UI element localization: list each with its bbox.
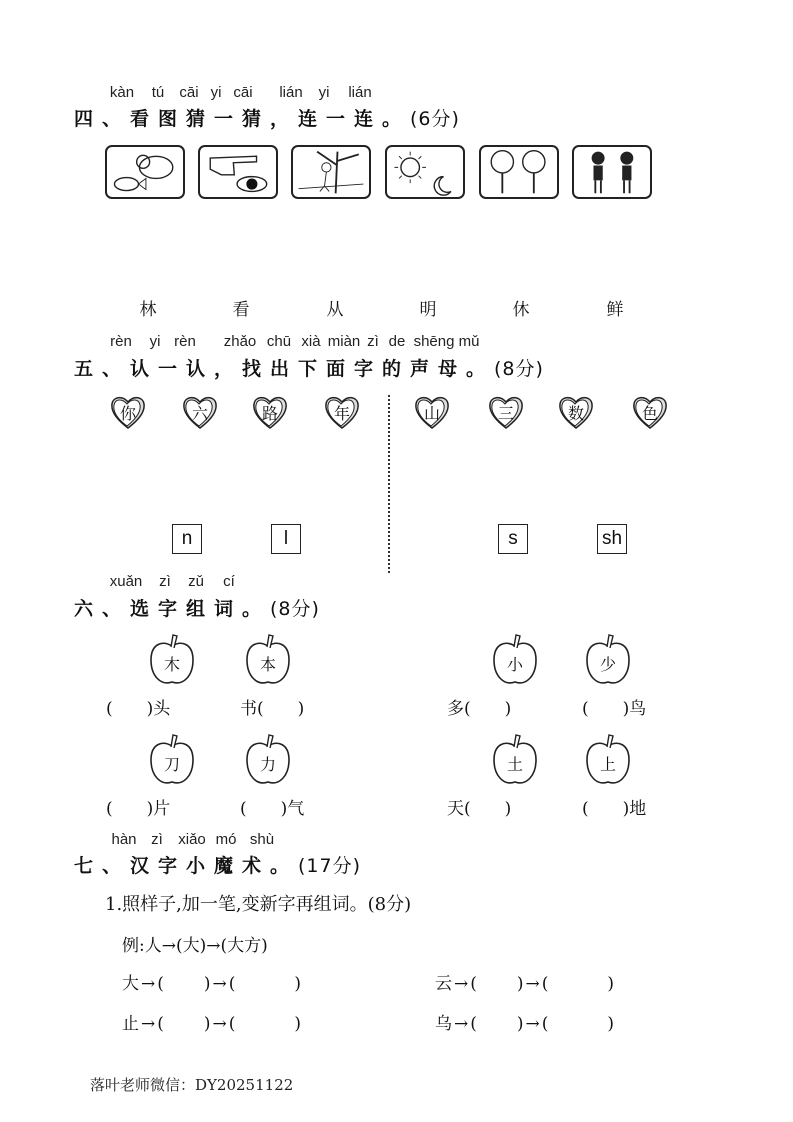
heart-label: 路 [261, 404, 278, 423]
pinyin: de [388, 333, 406, 350]
pinyin: shēng [413, 333, 455, 350]
section-5-title: 五、认一认，找出下面字的声母。(8分) [74, 358, 544, 380]
initial-box: s [498, 524, 528, 554]
pinyin: xià [301, 333, 321, 350]
pinyin: lián [279, 84, 303, 101]
pinyin: mó [215, 831, 237, 848]
fill-blank[interactable]: ( )鸟 [582, 699, 647, 719]
pinyin: yi [149, 333, 161, 350]
section-7-title: 七、汉字小魔术。(17分) [74, 855, 362, 877]
heart-char [412, 393, 452, 431]
fill-blank[interactable]: ( )气 [240, 799, 305, 819]
pinyin: zhǎo [223, 333, 257, 350]
fill-blank[interactable]: 天( ) [447, 799, 512, 819]
footer-contact: 落叶老师微信：DY20251122 [90, 1076, 294, 1094]
match-char: 从 [326, 300, 344, 320]
pinyin: zì [159, 573, 171, 590]
pinyin: cāi [179, 84, 199, 101]
apple-char [583, 732, 633, 788]
heart-label: 数 [567, 404, 584, 423]
apple-label: 小 [506, 655, 523, 674]
apple-char [490, 632, 540, 688]
pinyin: zǔ [188, 573, 204, 590]
apple-label: 少 [599, 655, 616, 674]
pinyin: miàn [327, 333, 361, 350]
heart-char [486, 393, 526, 431]
match-char: 鲜 [606, 300, 624, 320]
section-6-title: 六、选字组词。(8分) [74, 598, 320, 620]
section-4-title: 四、看图猜一猜，连一连。(6分) [74, 108, 460, 130]
apple-label: 本 [259, 655, 276, 674]
pinyin: mǔ [458, 333, 480, 350]
hand-eye-icon [198, 145, 278, 199]
pinyin: zì [151, 831, 163, 848]
pinyin: chū [266, 333, 292, 350]
apple-label: 刀 [163, 755, 180, 774]
fill-row[interactable]: 乌→( )→( ) [435, 1014, 617, 1034]
trees-icon [479, 145, 559, 199]
heart-char [322, 393, 362, 431]
heart-label: 山 [423, 404, 440, 423]
pinyin: shù [249, 831, 275, 848]
fill-blank[interactable]: ( )片 [106, 799, 171, 819]
apple-char [490, 732, 540, 788]
heart-char [180, 393, 220, 431]
fill-row[interactable]: 止→( )→( ) [122, 1014, 304, 1034]
pinyin: cāi [233, 84, 253, 101]
pinyin: tú [151, 84, 165, 101]
fill-row[interactable]: 云→( )→( ) [435, 974, 617, 994]
apple-label: 力 [259, 755, 276, 774]
fill-blank[interactable]: ( )头 [106, 699, 171, 719]
heart-label: 三 [497, 404, 514, 423]
match-char: 休 [512, 300, 530, 320]
question-1: 1.照样子,加一笔,变新字再组词。(8分) [105, 894, 412, 915]
pinyin: yi [210, 84, 222, 101]
apple-label: 木 [163, 655, 180, 674]
heart-label: 六 [191, 404, 208, 423]
fill-row[interactable]: 大→( )→( ) [122, 974, 304, 994]
divider-dotted-line [388, 395, 390, 573]
pinyin: xiǎo [178, 831, 206, 848]
pinyin: kàn [109, 84, 135, 101]
pinyin: zì [367, 333, 379, 350]
fill-blank[interactable]: ( )地 [582, 799, 647, 819]
heart-label: 年 [333, 404, 350, 423]
pinyin: xuǎn [109, 573, 143, 590]
match-char: 林 [139, 300, 157, 320]
pinyin: cí [223, 573, 235, 590]
two-boys-icon [572, 145, 652, 199]
heart-label: 色 [641, 404, 658, 423]
sun-moon-icon [385, 145, 465, 199]
apple-char [147, 632, 197, 688]
heart-label: 你 [119, 404, 136, 423]
example-line: 例:人→(大)→(大方) [122, 936, 268, 956]
apple-char [583, 632, 633, 688]
fill-blank[interactable]: 书( ) [240, 699, 305, 719]
heart-char [630, 393, 670, 431]
person-tree-icon [291, 145, 371, 199]
pinyin: lián [348, 84, 372, 101]
apple-label: 上 [599, 755, 616, 774]
heart-char [250, 393, 290, 431]
apple-char [147, 732, 197, 788]
pinyin: rèn [174, 333, 196, 350]
heart-char [556, 393, 596, 431]
pinyin: rèn [110, 333, 132, 350]
apple-char [243, 732, 293, 788]
initial-box: sh [597, 524, 627, 554]
apple-label: 土 [506, 755, 523, 774]
heart-char [108, 393, 148, 431]
initial-box: n [172, 524, 202, 554]
match-char: 明 [419, 300, 437, 320]
match-char: 看 [232, 300, 250, 320]
pinyin: hàn [111, 831, 137, 848]
pinyin: yi [318, 84, 330, 101]
apple-char [243, 632, 293, 688]
sheep-fish-icon [105, 145, 185, 199]
fill-blank[interactable]: 多( ) [447, 699, 512, 719]
initial-box: l [271, 524, 301, 554]
